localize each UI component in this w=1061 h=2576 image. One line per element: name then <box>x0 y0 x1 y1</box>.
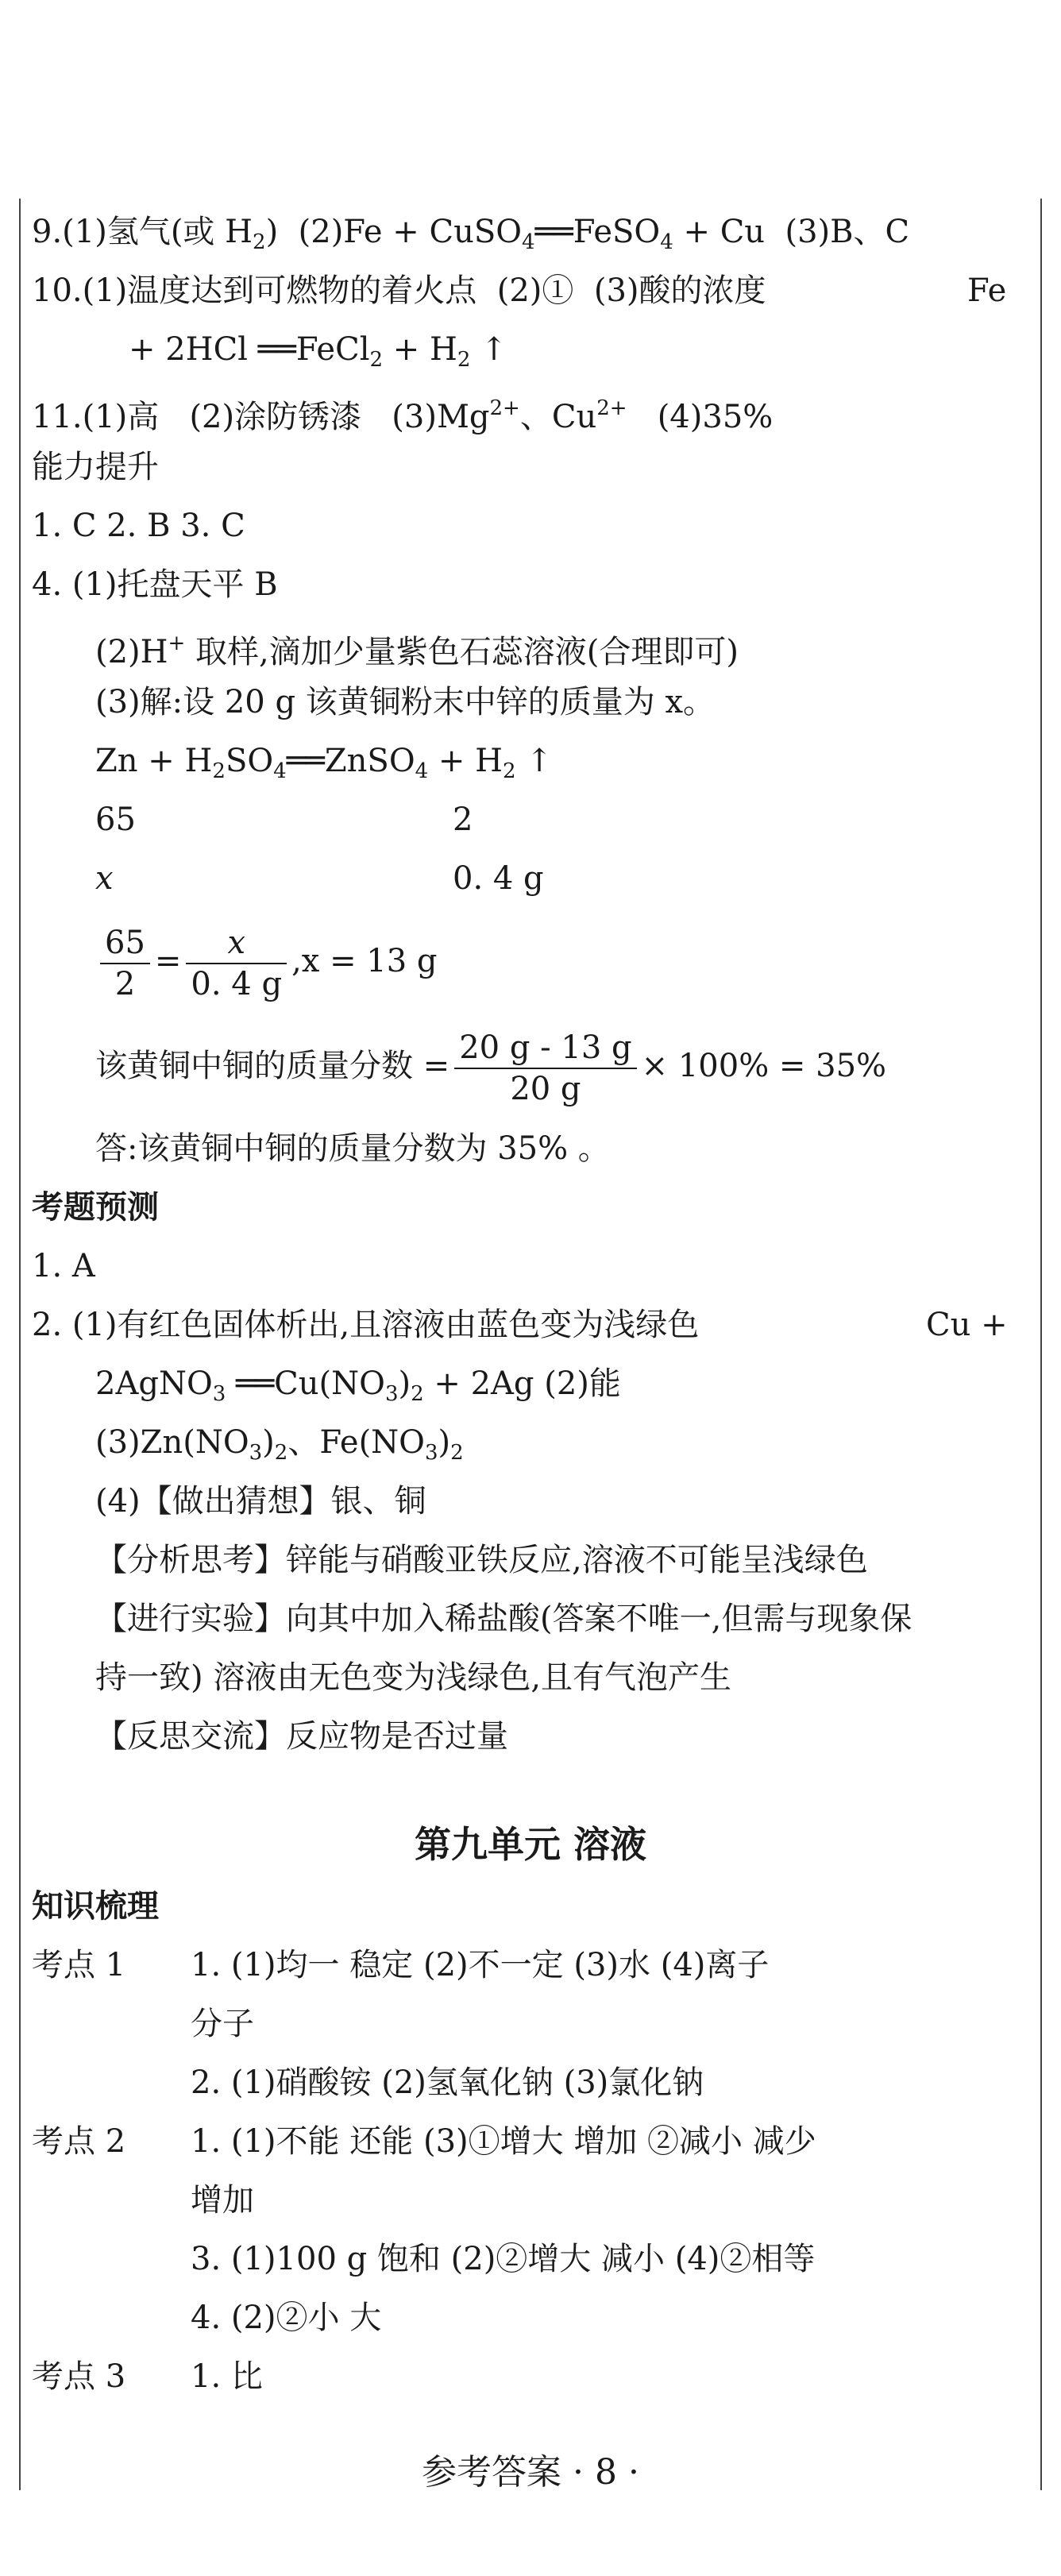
section-heading-ability: 能力提升 <box>32 449 159 485</box>
ability-q4-part3: (3)解:设 20 g 该黄铜粉末中锌的质量为 x。 <box>95 684 716 720</box>
ability-q4-mass-right: 2 <box>453 801 473 838</box>
ratio-fraction-2: $\frac{x}{0. 4 g}$ <box>186 923 287 1004</box>
predict-q2-line7: 持一致) 溶液由无色变为浅绿色,且有气泡产生 <box>95 1659 732 1696</box>
predict-q1: 1. A <box>32 1248 95 1284</box>
ability-q4-part1: 4. (1)托盘天平 B <box>32 566 278 603</box>
kp1-label: 考点 1 <box>32 1947 126 1983</box>
section-heading-predict: 考题预测 <box>32 1189 159 1226</box>
predict-q2-line1-tail: Cu + <box>926 1307 1008 1343</box>
ability-q4-ratio: $\frac{65}{2}$ = $\frac{x}{0. 4 g}$ ,x = 13 g <box>95 921 438 1004</box>
kp3-label: 考点 3 <box>32 2358 126 2395</box>
answer-q10-fe: Fe <box>967 272 1007 309</box>
ability-q4-answer: 答:该黄铜中铜的质量分数为 35% 。 <box>95 1130 610 1167</box>
kp1-line1: 1. (1)均一 稳定 (2)不一定 (3)水 (4)离子 <box>191 1947 770 1983</box>
predict-q2-line5: 【分析思考】锌能与硝酸亚铁反应,溶液不可能呈浅绿色 <box>95 1542 868 1578</box>
kp2-line4: 4. (2)②小 大 <box>191 2300 382 2336</box>
unit-title: 第九单元 溶液 <box>414 1823 646 1866</box>
left-margin-rule <box>19 199 21 2490</box>
kp1-line3: 2. (1)硝酸铵 (2)氢氧化钠 (3)氯化钠 <box>191 2064 704 2101</box>
kp3-line1: 1. 比 <box>191 2358 263 2395</box>
ability-q4-part2: (2)H+ 取样,滴加少量紫色石蕊溶液(合理即可) <box>95 631 739 670</box>
footer-label: 参考答案 <box>422 2452 562 2493</box>
kp2-label: 考点 2 <box>32 2123 126 2160</box>
right-margin-rule <box>1040 199 1042 2490</box>
predict-q2-line4: (4)【做出猜想】银、铜 <box>95 1483 426 1520</box>
kp2-line2: 增加 <box>191 2182 254 2219</box>
answer-q11: 11.(1)高 (2)涂防锈漆 $(3)Mg^{2+}$、$Cu^{2+}$ (4)35% <box>32 396 774 435</box>
answer-q10-equation: + 2HCl ══FeCl$_2$ + $H_2$ ↑ <box>129 331 507 372</box>
predict-q2-line8: 【反思交流】反应物是否过量 <box>95 1718 508 1755</box>
predict-q2-line3: $(3)Zn(NO_3)_2$、$Fe(NO_3)_2$ <box>95 1424 464 1465</box>
predict-q2-line2: 2AgNO$_3$ $══Cu(NO_3)_2 + 2Ag$ (2)能 <box>95 1365 621 1406</box>
page-number: · 8 · <box>573 2452 639 2493</box>
percentage-fraction: $\frac{20 g - 13 g}{20 g}$ <box>454 1028 636 1109</box>
section-heading-knowledge: 知识梳理 <box>32 1888 159 1925</box>
ability-q4-var-right: 0. 4 g <box>453 860 544 897</box>
ability-q1-3: 1. C 2. B 3. C <box>32 508 245 544</box>
answer-q9: 9.(1)氢气(或 $H_2$) (2)Fe + CuSO$_4$══FeSO$_4$ + Cu (3)B、C <box>32 214 910 254</box>
page-footer <box>0 2450 1061 2495</box>
kp2-line3: 3. (1)100 g 饱和 (2)②增大 减小 (4)②相等 <box>191 2241 816 2277</box>
kp2-line1: 1. (1)不能 还能 (3)①增大 增加 ②减小 减少 <box>191 2123 816 2160</box>
ability-q4-mass-left: 65 <box>95 801 136 838</box>
ability-q4-var-left: x <box>95 860 114 897</box>
ratio-fraction-1: $\frac{65}{2}$ <box>100 923 150 1004</box>
ability-q4-equation: $Zn + H_2SO_4══ZnSO_4 + H_2$ ↑ <box>95 743 553 783</box>
ability-q4-percentage: 该黄铜中铜的质量分数 = $\frac{20 g - 13 g}{20 g}$ × 100% = 35% <box>95 1029 887 1107</box>
predict-q2-line6: 【进行实验】向其中加入稀盐酸(答案不唯一,但需与现象保 <box>95 1601 912 1637</box>
answer-q10: 10.(1)温度达到可燃物的着火点 (2)① (3)酸的浓度 <box>32 272 766 309</box>
kp1-line2: 分子 <box>191 2006 254 2042</box>
predict-q2-line1: 2. (1)有红色固体析出,且溶液由蓝色变为浅绿色 <box>32 1307 700 1343</box>
